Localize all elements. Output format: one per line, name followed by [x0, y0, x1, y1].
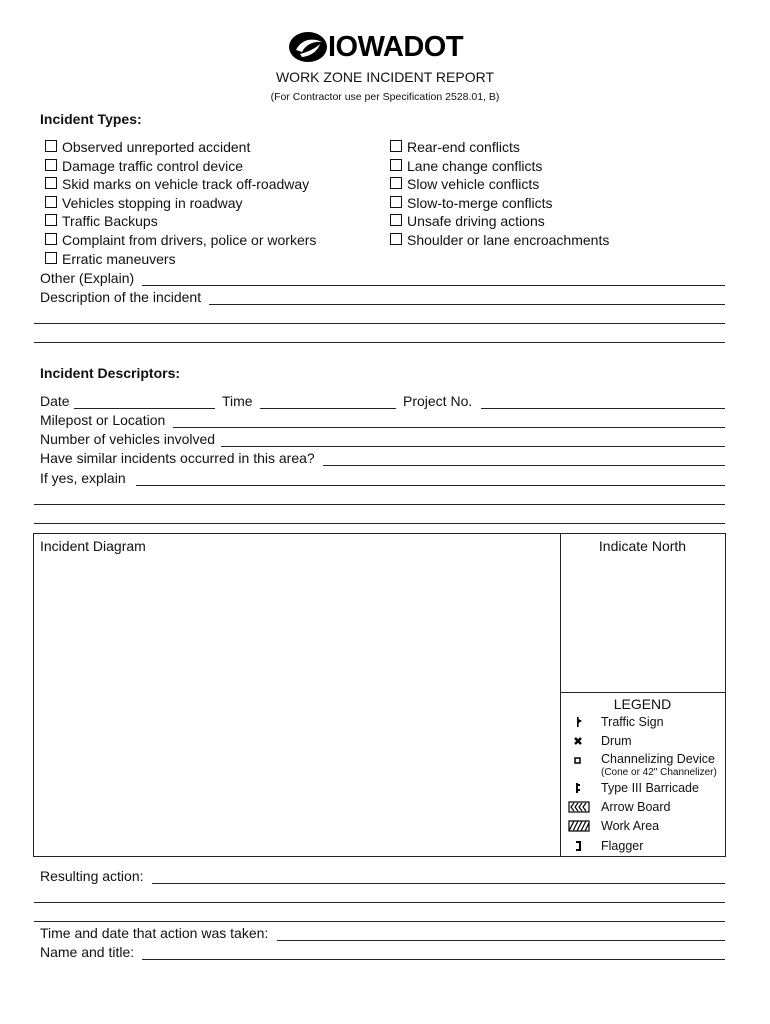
project-label: Project No. [403, 393, 473, 409]
logo-wordmark: IOWADOT [328, 30, 464, 63]
legend-item-note: (Cone or 42" Channelizer) [601, 767, 717, 778]
option-label: Rear-end conflicts [407, 139, 520, 155]
name-title-label: Name and title: [40, 944, 135, 960]
legend-item-label: Type III Barricade [601, 781, 699, 795]
option-label: Slow vehicle conflicts [407, 176, 540, 192]
description-field[interactable] [209, 304, 725, 305]
drum-icon [571, 734, 585, 748]
option-label: Observed unreported accident [62, 139, 251, 155]
resulting-action-field-line-2[interactable] [34, 902, 725, 903]
legend-item-label: Flagger [601, 839, 644, 853]
time-field[interactable] [260, 408, 396, 409]
resulting-action-label: Resulting action: [40, 868, 144, 884]
legend-divider [560, 692, 725, 693]
arrow-board-icon [568, 800, 590, 814]
option-label: Slow-to-merge conflicts [407, 195, 553, 211]
checkbox-vehicles-stopping[interactable] [45, 196, 57, 208]
indicate-north-label: Indicate North [598, 538, 687, 554]
other-explain-field[interactable] [142, 285, 725, 286]
milepost-field[interactable] [173, 427, 725, 428]
checkbox-slow-to-merge-conflicts[interactable] [390, 196, 402, 208]
checkbox-skid-marks[interactable] [45, 177, 57, 189]
page-title: WORK ZONE INCIDENT REPORT [275, 69, 495, 85]
date-field[interactable] [74, 408, 215, 409]
option-label: Lane change conflicts [407, 158, 543, 174]
checkbox-rear-end-conflicts[interactable] [390, 140, 402, 152]
vehicles-label: Number of vehicles involved [40, 431, 216, 447]
work-area-icon [568, 819, 590, 833]
checkbox-traffic-backups[interactable] [45, 214, 57, 226]
incident-descriptors-heading: Incident Descriptors: [40, 365, 181, 381]
checkbox-unsafe-driving-actions[interactable] [390, 214, 402, 226]
checkbox-observed-unreported-accident[interactable] [45, 140, 57, 152]
ifyes-field-line-3[interactable] [34, 523, 725, 524]
option-label: Skid marks on vehicle track off-roadway [62, 176, 310, 192]
checkbox-lane-change-conflicts[interactable] [390, 159, 402, 171]
legend-item-label: Arrow Board [601, 800, 671, 814]
similar-field[interactable] [323, 465, 725, 466]
checkbox-slow-vehicle-conflicts[interactable] [390, 177, 402, 189]
option-label: Erratic maneuvers [62, 251, 176, 267]
iowadot-logo-icon [288, 30, 328, 64]
traffic-sign-icon [571, 715, 585, 729]
option-label: Complaint from drivers, police or workers [62, 232, 317, 248]
time-label: Time [222, 393, 253, 409]
flagger-icon [571, 839, 585, 853]
option-label: Unsafe driving actions [407, 213, 545, 229]
checkbox-shoulder-lane-encroachments[interactable] [390, 233, 402, 245]
checkbox-complaint[interactable] [45, 233, 57, 245]
channelizing-device-icon [571, 754, 585, 768]
checkbox-damage-traffic-control-device[interactable] [45, 159, 57, 171]
ifyes-field-line-2[interactable] [34, 504, 725, 505]
option-label: Vehicles stopping in roadway [62, 195, 243, 211]
date-label: Date [40, 393, 70, 409]
time-date-action-label: Time and date that action was taken: [40, 925, 269, 941]
description-label: Description of the incident [40, 289, 202, 305]
checkbox-erratic-maneuvers[interactable] [45, 252, 57, 264]
description-field-line-2[interactable] [34, 323, 725, 324]
incident-diagram-label: Incident Diagram [40, 538, 146, 554]
ifyes-label: If yes, explain [40, 470, 126, 486]
resulting-action-field-line-3[interactable] [34, 921, 725, 922]
vehicles-field[interactable] [221, 446, 725, 447]
diagram-divider [560, 533, 561, 856]
legend-item-label: Work Area [601, 819, 660, 833]
option-label: Traffic Backups [62, 213, 158, 229]
name-title-field[interactable] [142, 959, 725, 960]
time-date-action-field[interactable] [277, 940, 725, 941]
iowadot-logo [288, 30, 463, 64]
legend-title: LEGEND [613, 696, 672, 712]
legend-item-label: Drum [601, 734, 632, 748]
barricade-icon [571, 781, 585, 795]
option-label: Damage traffic control device [62, 158, 244, 174]
description-field-line-3[interactable] [34, 342, 725, 343]
similar-label: Have similar incidents occurred in this area? [40, 450, 315, 466]
other-explain-label: Other (Explain) [40, 270, 135, 286]
option-label: Shoulder or lane encroachments [407, 232, 610, 248]
page-subtitle: (For Contractor use per Specification 2528.01, B) [270, 91, 500, 103]
incident-types-heading: Incident Types: [40, 111, 142, 127]
project-field[interactable] [481, 408, 725, 409]
milepost-label: Milepost or Location [40, 412, 166, 428]
ifyes-field[interactable] [136, 485, 725, 486]
legend-item-label: Traffic Sign [601, 715, 664, 729]
legend-item-label: Channelizing Device [601, 752, 715, 766]
resulting-action-field[interactable] [152, 883, 725, 884]
